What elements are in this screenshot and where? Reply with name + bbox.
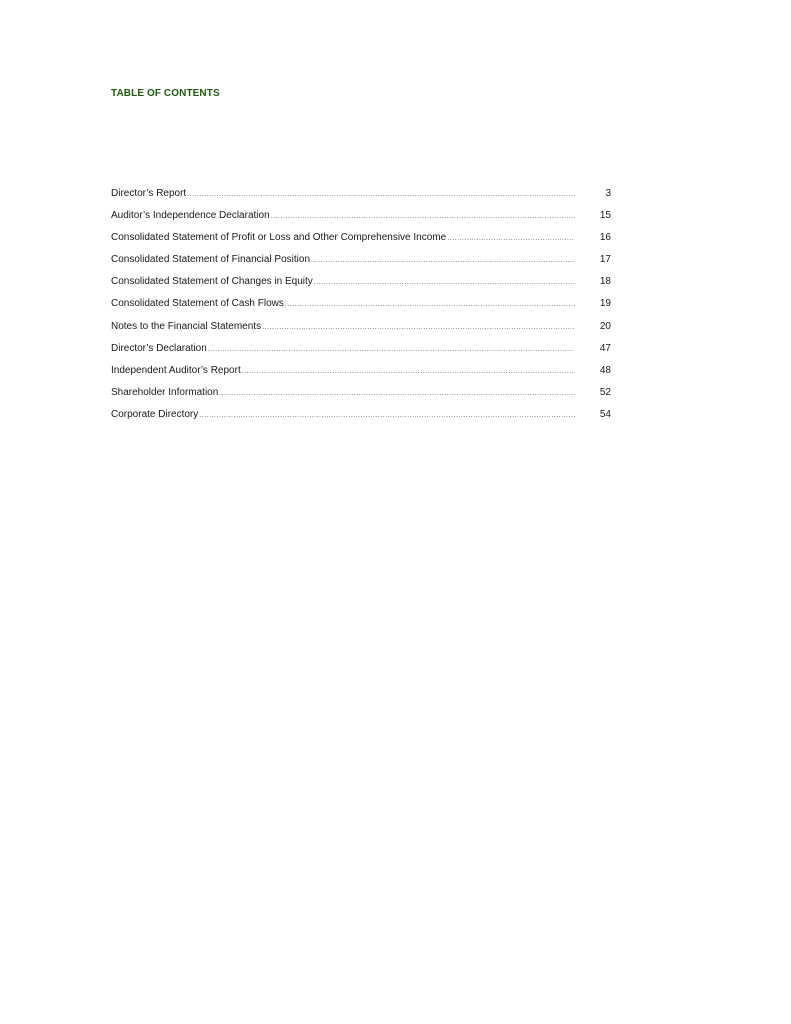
dot-leader bbox=[447, 231, 575, 247]
toc-entry[interactable] bbox=[111, 341, 611, 363]
toc-entry-label: Shareholder Information bbox=[111, 386, 219, 398]
toc-entry-label: Consolidated Statement of Changes in Equity bbox=[111, 276, 313, 288]
toc-entry-label: Director’s Declaration bbox=[111, 342, 207, 354]
toc-title: TABLE OF CONTENTS bbox=[111, 88, 220, 99]
dot-leader bbox=[242, 364, 575, 380]
toc-entry[interactable] bbox=[111, 186, 611, 208]
toc-entry-page: 15 bbox=[599, 210, 611, 222]
toc-entry-label: Auditor’s Independence Declaration bbox=[111, 210, 270, 222]
toc-entry-page: 16 bbox=[599, 232, 611, 244]
toc-entry[interactable] bbox=[111, 363, 611, 385]
dot-leader bbox=[314, 275, 575, 291]
dot-leader bbox=[219, 386, 575, 402]
toc-entry-page: 3 bbox=[605, 188, 611, 199]
toc-entry-label: Corporate Directory bbox=[111, 408, 199, 420]
toc-entry-label: Notes to the Financial Statements bbox=[111, 320, 262, 332]
toc-entry[interactable] bbox=[111, 385, 611, 407]
toc-entry[interactable] bbox=[111, 208, 611, 230]
toc-entry-page: 19 bbox=[599, 298, 611, 310]
dot-leader bbox=[199, 408, 575, 424]
toc-entry-page: 54 bbox=[599, 408, 611, 420]
toc-entry-page: 52 bbox=[599, 386, 611, 398]
toc-entry[interactable] bbox=[111, 252, 611, 274]
toc-entry-label: Consolidated Statement of Cash Flows bbox=[111, 298, 284, 310]
toc-entry-page: 18 bbox=[599, 276, 611, 288]
toc-entry-label: Director’s Report bbox=[111, 188, 187, 199]
toc-entry-page: 17 bbox=[599, 254, 611, 266]
toc-entry-page: 20 bbox=[599, 320, 611, 332]
toc-entry-label: Independent Auditor’s Report bbox=[111, 364, 241, 376]
toc-entry[interactable] bbox=[111, 407, 611, 429]
toc-entry[interactable] bbox=[111, 319, 611, 341]
toc-list bbox=[111, 186, 611, 429]
dot-leader bbox=[311, 253, 575, 269]
dot-leader bbox=[285, 297, 575, 313]
dot-leader bbox=[208, 342, 575, 358]
toc-entry-label: Consolidated Statement of Financial Position bbox=[111, 254, 311, 266]
toc-entry-page: 48 bbox=[599, 364, 611, 376]
toc-entry[interactable] bbox=[111, 296, 611, 318]
dot-leader bbox=[262, 320, 575, 336]
toc-entry-label: Consolidated Statement of Profit or Loss and Other Comprehensive Income bbox=[111, 232, 447, 244]
dot-leader bbox=[271, 209, 575, 225]
toc-entry-page: 47 bbox=[599, 342, 611, 354]
toc-entry[interactable] bbox=[111, 274, 611, 296]
toc-entry[interactable] bbox=[111, 230, 611, 252]
dot-leader bbox=[187, 187, 575, 203]
